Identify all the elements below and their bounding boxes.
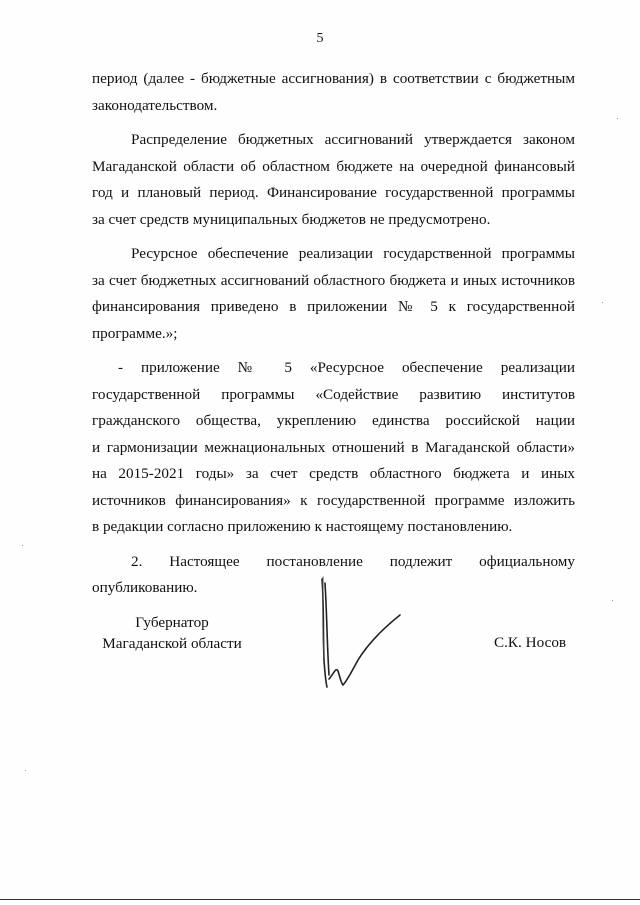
document-body: [92, 66, 575, 610]
text-line: программе.»;: [92, 324, 178, 342]
text-line: финансирования приведено в приложении № 5 к государственной: [92, 298, 575, 315]
scan-speck: [602, 302, 603, 303]
text-line: законодательством.: [92, 96, 218, 114]
text-line: опубликованию.: [92, 579, 198, 596]
text-line: Распределение бюджетных ассигнований утверждается законом: [131, 131, 575, 148]
text-line: на 2015-2021 годы» за счет средств областного бюджета и иных: [92, 465, 575, 482]
text-line: - приложение № 5 «Ресурсное обеспечение реализации: [118, 359, 575, 376]
signatory-title: [92, 612, 252, 654]
text-line: Ресурсное обеспечение реализации государственной программы: [131, 245, 575, 262]
scan-speck: [22, 545, 23, 546]
paragraph-2: [92, 127, 575, 233]
text-line: гражданского общества, укреплению единства российской нации: [92, 412, 575, 429]
text-line: год и плановый период. Финансирование государственной программы: [92, 184, 575, 201]
scan-speck: [612, 600, 613, 601]
text-line: за счет бюджетных ассигнований областного бюджета и иных источников: [92, 271, 575, 289]
scan-edge-rule: [0, 899, 640, 900]
text-line: источников финансирования» к государственной программе изложить: [92, 491, 575, 509]
page-number: 5: [316, 31, 324, 46]
signatory-title-line1: Губернатор: [135, 614, 209, 631]
handwritten-signature: [310, 575, 420, 715]
paragraph-1: [92, 66, 575, 119]
text-line: Магаданской области об областном бюджете на очередной финансовый: [92, 157, 575, 175]
text-line: за счет средств муниципальных бюджетов не предусмотрено.: [92, 210, 491, 228]
text-line: период (далее - бюджетные ассигнования) в соответствии с бюджетным: [92, 70, 575, 87]
signatory-name: С.К. Носов: [494, 634, 567, 651]
text-line: в редакции согласно приложению к настоящему постановлению.: [92, 518, 513, 535]
paragraph-4: [92, 355, 575, 541]
scan-speck: [25, 770, 26, 771]
text-line: государственной программы «Содействие развитию институтов: [92, 385, 575, 403]
signatory-title-line2: Магаданской области: [102, 635, 242, 652]
text-line: 2. Настоящее постановление подлежит официальному: [131, 552, 575, 570]
scan-speck: [617, 118, 618, 119]
text-line: и гармонизации межнациональных отношений в Магаданской области»: [92, 438, 575, 456]
paragraph-3: [92, 241, 575, 347]
